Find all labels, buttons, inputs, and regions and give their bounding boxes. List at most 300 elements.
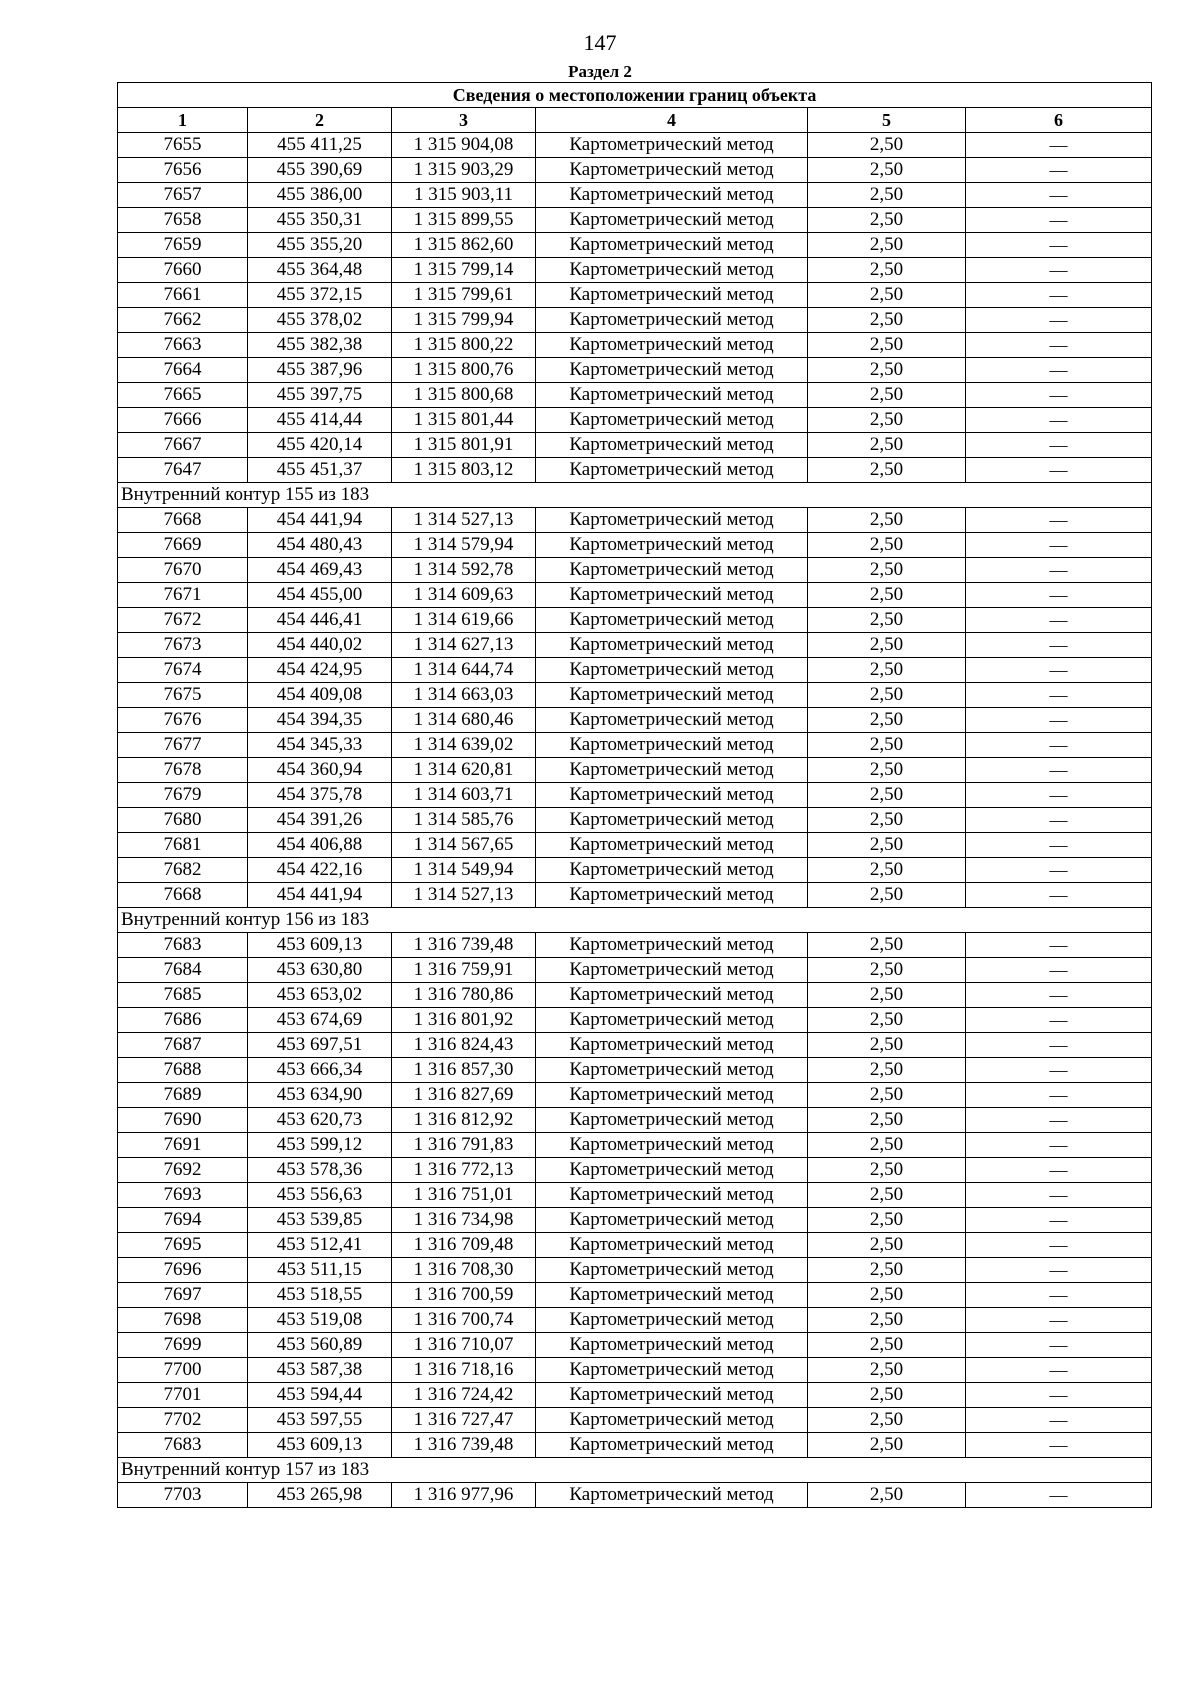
point-number-cell: 7698 bbox=[118, 1308, 248, 1333]
accuracy-cell: 2,50 bbox=[808, 333, 966, 358]
note-cell: — bbox=[966, 708, 1152, 733]
y-coordinate-cell: 1 316 857,30 bbox=[392, 1058, 536, 1083]
accuracy-cell: 2,50 bbox=[808, 708, 966, 733]
note-cell: — bbox=[966, 383, 1152, 408]
note-cell: — bbox=[966, 233, 1152, 258]
method-cell: Картометрический метод bbox=[536, 283, 808, 308]
point-number-cell: 7658 bbox=[118, 208, 248, 233]
table-row bbox=[118, 383, 1152, 408]
table-row bbox=[118, 158, 1152, 183]
x-coordinate-cell: 454 422,16 bbox=[248, 858, 392, 883]
y-coordinate-cell: 1 316 780,86 bbox=[392, 983, 536, 1008]
column-header: 5 bbox=[808, 108, 966, 133]
x-coordinate-cell: 455 355,20 bbox=[248, 233, 392, 258]
accuracy-cell: 2,50 bbox=[808, 1183, 966, 1208]
table-row bbox=[118, 658, 1152, 683]
note-cell: — bbox=[966, 208, 1152, 233]
note-cell: — bbox=[966, 1483, 1152, 1508]
accuracy-cell: 2,50 bbox=[808, 583, 966, 608]
table-row bbox=[118, 183, 1152, 208]
note-cell: — bbox=[966, 1408, 1152, 1433]
accuracy-cell: 2,50 bbox=[808, 508, 966, 533]
accuracy-cell: 2,50 bbox=[808, 458, 966, 483]
accuracy-cell: 2,50 bbox=[808, 133, 966, 158]
point-number-cell: 7684 bbox=[118, 958, 248, 983]
note-cell: — bbox=[966, 358, 1152, 383]
point-number-cell: 7679 bbox=[118, 783, 248, 808]
y-coordinate-cell: 1 314 549,94 bbox=[392, 858, 536, 883]
method-cell: Картометрический метод bbox=[536, 208, 808, 233]
accuracy-cell: 2,50 bbox=[808, 1358, 966, 1383]
x-coordinate-cell: 453 609,13 bbox=[248, 1433, 392, 1458]
x-coordinate-cell: 453 609,13 bbox=[248, 933, 392, 958]
note-cell: — bbox=[966, 183, 1152, 208]
column-header: 6 bbox=[966, 108, 1152, 133]
note-cell: — bbox=[966, 1183, 1152, 1208]
y-coordinate-cell: 1 316 824,43 bbox=[392, 1033, 536, 1058]
method-cell: Картометрический метод bbox=[536, 1258, 808, 1283]
table-row bbox=[118, 708, 1152, 733]
y-coordinate-cell: 1 315 862,60 bbox=[392, 233, 536, 258]
point-number-cell: 7668 bbox=[118, 508, 248, 533]
note-cell: — bbox=[966, 758, 1152, 783]
table-row bbox=[118, 283, 1152, 308]
x-coordinate-cell: 453 519,08 bbox=[248, 1308, 392, 1333]
table-row bbox=[118, 1008, 1152, 1033]
accuracy-cell: 2,50 bbox=[808, 658, 966, 683]
note-cell: — bbox=[966, 283, 1152, 308]
method-cell: Картометрический метод bbox=[536, 1008, 808, 1033]
table-row bbox=[118, 783, 1152, 808]
note-cell: — bbox=[966, 1333, 1152, 1358]
table-row bbox=[118, 958, 1152, 983]
y-coordinate-cell: 1 314 680,46 bbox=[392, 708, 536, 733]
method-cell: Картометрический метод bbox=[536, 1283, 808, 1308]
point-number-cell: 7664 bbox=[118, 358, 248, 383]
y-coordinate-cell: 1 314 527,13 bbox=[392, 508, 536, 533]
x-coordinate-cell: 455 372,15 bbox=[248, 283, 392, 308]
table-row bbox=[118, 833, 1152, 858]
x-coordinate-cell: 455 451,37 bbox=[248, 458, 392, 483]
note-cell: — bbox=[966, 508, 1152, 533]
y-coordinate-cell: 1 316 977,96 bbox=[392, 1483, 536, 1508]
point-number-cell: 7659 bbox=[118, 233, 248, 258]
accuracy-cell: 2,50 bbox=[808, 433, 966, 458]
accuracy-cell: 2,50 bbox=[808, 1008, 966, 1033]
method-cell: Картометрический метод bbox=[536, 883, 808, 908]
note-cell: — bbox=[966, 1208, 1152, 1233]
y-coordinate-cell: 1 315 904,08 bbox=[392, 133, 536, 158]
note-cell: — bbox=[966, 1283, 1152, 1308]
note-cell: — bbox=[966, 583, 1152, 608]
accuracy-cell: 2,50 bbox=[808, 1433, 966, 1458]
table-row bbox=[118, 1208, 1152, 1233]
accuracy-cell: 2,50 bbox=[808, 808, 966, 833]
accuracy-cell: 2,50 bbox=[808, 558, 966, 583]
note-cell: — bbox=[966, 1433, 1152, 1458]
y-coordinate-cell: 1 316 739,48 bbox=[392, 933, 536, 958]
x-coordinate-cell: 455 350,31 bbox=[248, 208, 392, 233]
method-cell: Картометрический метод bbox=[536, 383, 808, 408]
x-coordinate-cell: 453 511,15 bbox=[248, 1258, 392, 1283]
accuracy-cell: 2,50 bbox=[808, 308, 966, 333]
method-cell: Картометрический метод bbox=[536, 1208, 808, 1233]
x-coordinate-cell: 453 597,55 bbox=[248, 1408, 392, 1433]
note-cell: — bbox=[966, 883, 1152, 908]
point-number-cell: 7696 bbox=[118, 1258, 248, 1283]
x-coordinate-cell: 454 394,35 bbox=[248, 708, 392, 733]
table-row bbox=[118, 983, 1152, 1008]
note-cell: — bbox=[966, 608, 1152, 633]
table-row bbox=[118, 558, 1152, 583]
point-number-cell: 7683 bbox=[118, 1433, 248, 1458]
accuracy-cell: 2,50 bbox=[808, 1258, 966, 1283]
x-coordinate-cell: 455 387,96 bbox=[248, 358, 392, 383]
column-header: 3 bbox=[392, 108, 536, 133]
note-cell: — bbox=[966, 533, 1152, 558]
y-coordinate-cell: 1 316 739,48 bbox=[392, 1433, 536, 1458]
x-coordinate-cell: 453 697,51 bbox=[248, 1033, 392, 1058]
x-coordinate-cell: 455 420,14 bbox=[248, 433, 392, 458]
accuracy-cell: 2,50 bbox=[808, 208, 966, 233]
method-cell: Картометрический метод bbox=[536, 1183, 808, 1208]
table-row bbox=[118, 458, 1152, 483]
point-number-cell: 7682 bbox=[118, 858, 248, 883]
accuracy-cell: 2,50 bbox=[808, 1333, 966, 1358]
method-cell: Картометрический метод bbox=[536, 783, 808, 808]
table-row bbox=[118, 1408, 1152, 1433]
x-coordinate-cell: 455 390,69 bbox=[248, 158, 392, 183]
point-number-cell: 7666 bbox=[118, 408, 248, 433]
note-cell: — bbox=[966, 658, 1152, 683]
note-cell: — bbox=[966, 433, 1152, 458]
table-row bbox=[118, 1033, 1152, 1058]
method-cell: Картометрический метод bbox=[536, 1233, 808, 1258]
point-number-cell: 7695 bbox=[118, 1233, 248, 1258]
table-row bbox=[118, 1133, 1152, 1158]
point-number-cell: 7676 bbox=[118, 708, 248, 733]
note-cell: — bbox=[966, 1358, 1152, 1383]
point-number-cell: 7678 bbox=[118, 758, 248, 783]
point-number-cell: 7677 bbox=[118, 733, 248, 758]
accuracy-cell: 2,50 bbox=[808, 1058, 966, 1083]
accuracy-cell: 2,50 bbox=[808, 1283, 966, 1308]
x-coordinate-cell: 453 599,12 bbox=[248, 1133, 392, 1158]
accuracy-cell: 2,50 bbox=[808, 1033, 966, 1058]
method-cell: Картометрический метод bbox=[536, 458, 808, 483]
x-coordinate-cell: 453 539,85 bbox=[248, 1208, 392, 1233]
table-row bbox=[118, 1083, 1152, 1108]
column-header: 1 bbox=[118, 108, 248, 133]
method-cell: Картометрический метод bbox=[536, 1483, 808, 1508]
note-cell: — bbox=[966, 258, 1152, 283]
method-cell: Картометрический метод bbox=[536, 633, 808, 658]
y-coordinate-cell: 1 314 567,65 bbox=[392, 833, 536, 858]
y-coordinate-cell: 1 314 639,02 bbox=[392, 733, 536, 758]
y-coordinate-cell: 1 314 579,94 bbox=[392, 533, 536, 558]
y-coordinate-cell: 1 316 751,01 bbox=[392, 1183, 536, 1208]
table-row bbox=[118, 208, 1152, 233]
accuracy-cell: 2,50 bbox=[808, 383, 966, 408]
y-coordinate-cell: 1 314 663,03 bbox=[392, 683, 536, 708]
method-cell: Картометрический метод bbox=[536, 1033, 808, 1058]
y-coordinate-cell: 1 315 799,14 bbox=[392, 258, 536, 283]
x-coordinate-cell: 453 653,02 bbox=[248, 983, 392, 1008]
accuracy-cell: 2,50 bbox=[808, 258, 966, 283]
table-row bbox=[118, 433, 1152, 458]
note-cell: — bbox=[966, 408, 1152, 433]
method-cell: Картометрический метод bbox=[536, 233, 808, 258]
note-cell: — bbox=[966, 558, 1152, 583]
note-cell: — bbox=[966, 1058, 1152, 1083]
note-cell: — bbox=[966, 158, 1152, 183]
method-cell: Картометрический метод bbox=[536, 333, 808, 358]
y-coordinate-cell: 1 316 724,42 bbox=[392, 1383, 536, 1408]
point-number-cell: 7661 bbox=[118, 283, 248, 308]
point-number-cell: 7688 bbox=[118, 1058, 248, 1083]
table-row bbox=[118, 633, 1152, 658]
method-cell: Картометрический метод bbox=[536, 308, 808, 333]
note-cell: — bbox=[966, 1158, 1152, 1183]
point-number-cell: 7702 bbox=[118, 1408, 248, 1433]
x-coordinate-cell: 454 446,41 bbox=[248, 608, 392, 633]
y-coordinate-cell: 1 314 619,66 bbox=[392, 608, 536, 633]
x-coordinate-cell: 453 578,36 bbox=[248, 1158, 392, 1183]
point-number-cell: 7703 bbox=[118, 1483, 248, 1508]
contour-label: Внутренний контур 155 из 183 bbox=[118, 483, 1152, 508]
x-coordinate-cell: 454 441,94 bbox=[248, 508, 392, 533]
table-row bbox=[118, 1058, 1152, 1083]
point-number-cell: 7694 bbox=[118, 1208, 248, 1233]
y-coordinate-cell: 1 316 734,98 bbox=[392, 1208, 536, 1233]
table-row bbox=[118, 1308, 1152, 1333]
y-coordinate-cell: 1 316 772,13 bbox=[392, 1158, 536, 1183]
table-row bbox=[118, 583, 1152, 608]
point-number-cell: 7681 bbox=[118, 833, 248, 858]
method-cell: Картометрический метод bbox=[536, 1358, 808, 1383]
accuracy-cell: 2,50 bbox=[808, 758, 966, 783]
contour-label: Внутренний контур 157 из 183 bbox=[118, 1458, 1152, 1483]
table-row bbox=[118, 808, 1152, 833]
method-cell: Картометрический метод bbox=[536, 1083, 808, 1108]
method-cell: Картометрический метод bbox=[536, 858, 808, 883]
note-cell: — bbox=[966, 1258, 1152, 1283]
accuracy-cell: 2,50 bbox=[808, 1308, 966, 1333]
page-number: 147 bbox=[583, 30, 617, 55]
x-coordinate-cell: 454 360,94 bbox=[248, 758, 392, 783]
point-number-cell: 7689 bbox=[118, 1083, 248, 1108]
y-coordinate-cell: 1 314 585,76 bbox=[392, 808, 536, 833]
accuracy-cell: 2,50 bbox=[808, 533, 966, 558]
point-number-cell: 7674 bbox=[118, 658, 248, 683]
x-coordinate-cell: 453 630,80 bbox=[248, 958, 392, 983]
point-number-cell: 7673 bbox=[118, 633, 248, 658]
y-coordinate-cell: 1 316 727,47 bbox=[392, 1408, 536, 1433]
point-number-cell: 7686 bbox=[118, 1008, 248, 1033]
table-row bbox=[118, 1483, 1152, 1508]
accuracy-cell: 2,50 bbox=[808, 1083, 966, 1108]
x-coordinate-cell: 454 406,88 bbox=[248, 833, 392, 858]
method-cell: Картометрический метод bbox=[536, 808, 808, 833]
note-cell: — bbox=[966, 983, 1152, 1008]
x-coordinate-cell: 455 364,48 bbox=[248, 258, 392, 283]
accuracy-cell: 2,50 bbox=[808, 158, 966, 183]
boundary-table bbox=[117, 82, 1152, 1508]
y-coordinate-cell: 1 315 801,44 bbox=[392, 408, 536, 433]
x-coordinate-cell: 453 620,73 bbox=[248, 1108, 392, 1133]
accuracy-cell: 2,50 bbox=[808, 783, 966, 808]
contour-row bbox=[118, 1458, 1152, 1483]
method-cell: Картометрический метод bbox=[536, 508, 808, 533]
table-row bbox=[118, 1108, 1152, 1133]
y-coordinate-cell: 1 316 700,74 bbox=[392, 1308, 536, 1333]
note-cell: — bbox=[966, 133, 1152, 158]
table-row bbox=[118, 1183, 1152, 1208]
accuracy-cell: 2,50 bbox=[808, 683, 966, 708]
method-cell: Картометрический метод bbox=[536, 533, 808, 558]
point-number-cell: 7680 bbox=[118, 808, 248, 833]
accuracy-cell: 2,50 bbox=[808, 1408, 966, 1433]
note-cell: — bbox=[966, 1008, 1152, 1033]
y-coordinate-cell: 1 314 592,78 bbox=[392, 558, 536, 583]
note-cell: — bbox=[966, 458, 1152, 483]
method-cell: Картометрический метод bbox=[536, 1108, 808, 1133]
x-coordinate-cell: 455 382,38 bbox=[248, 333, 392, 358]
x-coordinate-cell: 453 556,63 bbox=[248, 1183, 392, 1208]
table-row bbox=[118, 758, 1152, 783]
y-coordinate-cell: 1 315 903,11 bbox=[392, 183, 536, 208]
point-number-cell: 7683 bbox=[118, 933, 248, 958]
table-row bbox=[118, 1383, 1152, 1408]
accuracy-cell: 2,50 bbox=[808, 833, 966, 858]
y-coordinate-cell: 1 316 718,16 bbox=[392, 1358, 536, 1383]
x-coordinate-cell: 454 375,78 bbox=[248, 783, 392, 808]
note-cell: — bbox=[966, 633, 1152, 658]
point-number-cell: 7660 bbox=[118, 258, 248, 283]
table-row bbox=[118, 1358, 1152, 1383]
x-coordinate-cell: 455 378,02 bbox=[248, 308, 392, 333]
accuracy-cell: 2,50 bbox=[808, 1208, 966, 1233]
point-number-cell: 7690 bbox=[118, 1108, 248, 1133]
x-coordinate-cell: 453 265,98 bbox=[248, 1483, 392, 1508]
x-coordinate-cell: 454 391,26 bbox=[248, 808, 392, 833]
note-cell: — bbox=[966, 308, 1152, 333]
accuracy-cell: 2,50 bbox=[808, 1133, 966, 1158]
method-cell: Картометрический метод bbox=[536, 183, 808, 208]
x-coordinate-cell: 455 397,75 bbox=[248, 383, 392, 408]
method-cell: Картометрический метод bbox=[536, 583, 808, 608]
table-caption-row bbox=[118, 83, 1152, 108]
point-number-cell: 7657 bbox=[118, 183, 248, 208]
x-coordinate-cell: 454 480,43 bbox=[248, 533, 392, 558]
x-coordinate-cell: 453 666,34 bbox=[248, 1058, 392, 1083]
table-row bbox=[118, 308, 1152, 333]
method-cell: Картометрический метод bbox=[536, 258, 808, 283]
note-cell: — bbox=[966, 1383, 1152, 1408]
table-row bbox=[118, 233, 1152, 258]
contour-row bbox=[118, 908, 1152, 933]
x-coordinate-cell: 455 411,25 bbox=[248, 133, 392, 158]
method-cell: Картометрический метод bbox=[536, 433, 808, 458]
method-cell: Картометрический метод bbox=[536, 408, 808, 433]
method-cell: Картометрический метод bbox=[536, 1383, 808, 1408]
y-coordinate-cell: 1 315 800,22 bbox=[392, 333, 536, 358]
method-cell: Картометрический метод bbox=[536, 1408, 808, 1433]
note-cell: — bbox=[966, 1308, 1152, 1333]
accuracy-cell: 2,50 bbox=[808, 958, 966, 983]
x-coordinate-cell: 453 518,55 bbox=[248, 1283, 392, 1308]
accuracy-cell: 2,50 bbox=[808, 933, 966, 958]
y-coordinate-cell: 1 316 827,69 bbox=[392, 1083, 536, 1108]
y-coordinate-cell: 1 315 803,12 bbox=[392, 458, 536, 483]
note-cell: — bbox=[966, 1233, 1152, 1258]
x-coordinate-cell: 454 441,94 bbox=[248, 883, 392, 908]
x-coordinate-cell: 453 512,41 bbox=[248, 1233, 392, 1258]
method-cell: Картометрический метод bbox=[536, 683, 808, 708]
point-number-cell: 7665 bbox=[118, 383, 248, 408]
point-number-cell: 7700 bbox=[118, 1358, 248, 1383]
point-number-cell: 7697 bbox=[118, 1283, 248, 1308]
note-cell: — bbox=[966, 1133, 1152, 1158]
x-coordinate-cell: 454 440,02 bbox=[248, 633, 392, 658]
y-coordinate-cell: 1 315 899,55 bbox=[392, 208, 536, 233]
note-cell: — bbox=[966, 783, 1152, 808]
table-row bbox=[118, 408, 1152, 433]
note-cell: — bbox=[966, 933, 1152, 958]
table-row bbox=[118, 1158, 1152, 1183]
accuracy-cell: 2,50 bbox=[808, 633, 966, 658]
point-number-cell: 7675 bbox=[118, 683, 248, 708]
accuracy-cell: 2,50 bbox=[808, 1483, 966, 1508]
point-number-cell: 7701 bbox=[118, 1383, 248, 1408]
accuracy-cell: 2,50 bbox=[808, 1158, 966, 1183]
y-coordinate-cell: 1 314 627,13 bbox=[392, 633, 536, 658]
point-number-cell: 7647 bbox=[118, 458, 248, 483]
table-row bbox=[118, 683, 1152, 708]
x-coordinate-cell: 454 455,00 bbox=[248, 583, 392, 608]
method-cell: Картометрический метод bbox=[536, 1333, 808, 1358]
table-caption: Сведения о местоположении границ объекта bbox=[118, 83, 1152, 108]
note-cell: — bbox=[966, 733, 1152, 758]
accuracy-cell: 2,50 bbox=[808, 983, 966, 1008]
table-row bbox=[118, 933, 1152, 958]
accuracy-cell: 2,50 bbox=[808, 1233, 966, 1258]
accuracy-cell: 2,50 bbox=[808, 408, 966, 433]
contour-label: Внутренний контур 156 из 183 bbox=[118, 908, 1152, 933]
x-coordinate-cell: 453 674,69 bbox=[248, 1008, 392, 1033]
point-number-cell: 7692 bbox=[118, 1158, 248, 1183]
x-coordinate-cell: 455 414,44 bbox=[248, 408, 392, 433]
y-coordinate-cell: 1 316 700,59 bbox=[392, 1283, 536, 1308]
column-header: 4 bbox=[536, 108, 808, 133]
note-cell: — bbox=[966, 1083, 1152, 1108]
method-cell: Картометрический метод bbox=[536, 933, 808, 958]
note-cell: — bbox=[966, 1033, 1152, 1058]
section-title: Раздел 2 bbox=[568, 62, 632, 81]
column-header-row bbox=[118, 108, 1152, 133]
table-body bbox=[118, 133, 1152, 1508]
accuracy-cell: 2,50 bbox=[808, 858, 966, 883]
note-cell: — bbox=[966, 958, 1152, 983]
point-number-cell: 7699 bbox=[118, 1333, 248, 1358]
table-row bbox=[118, 508, 1152, 533]
point-number-cell: 7671 bbox=[118, 583, 248, 608]
table-row bbox=[118, 608, 1152, 633]
x-coordinate-cell: 453 560,89 bbox=[248, 1333, 392, 1358]
y-coordinate-cell: 1 315 800,68 bbox=[392, 383, 536, 408]
accuracy-cell: 2,50 bbox=[808, 358, 966, 383]
method-cell: Картометрический метод bbox=[536, 558, 808, 583]
